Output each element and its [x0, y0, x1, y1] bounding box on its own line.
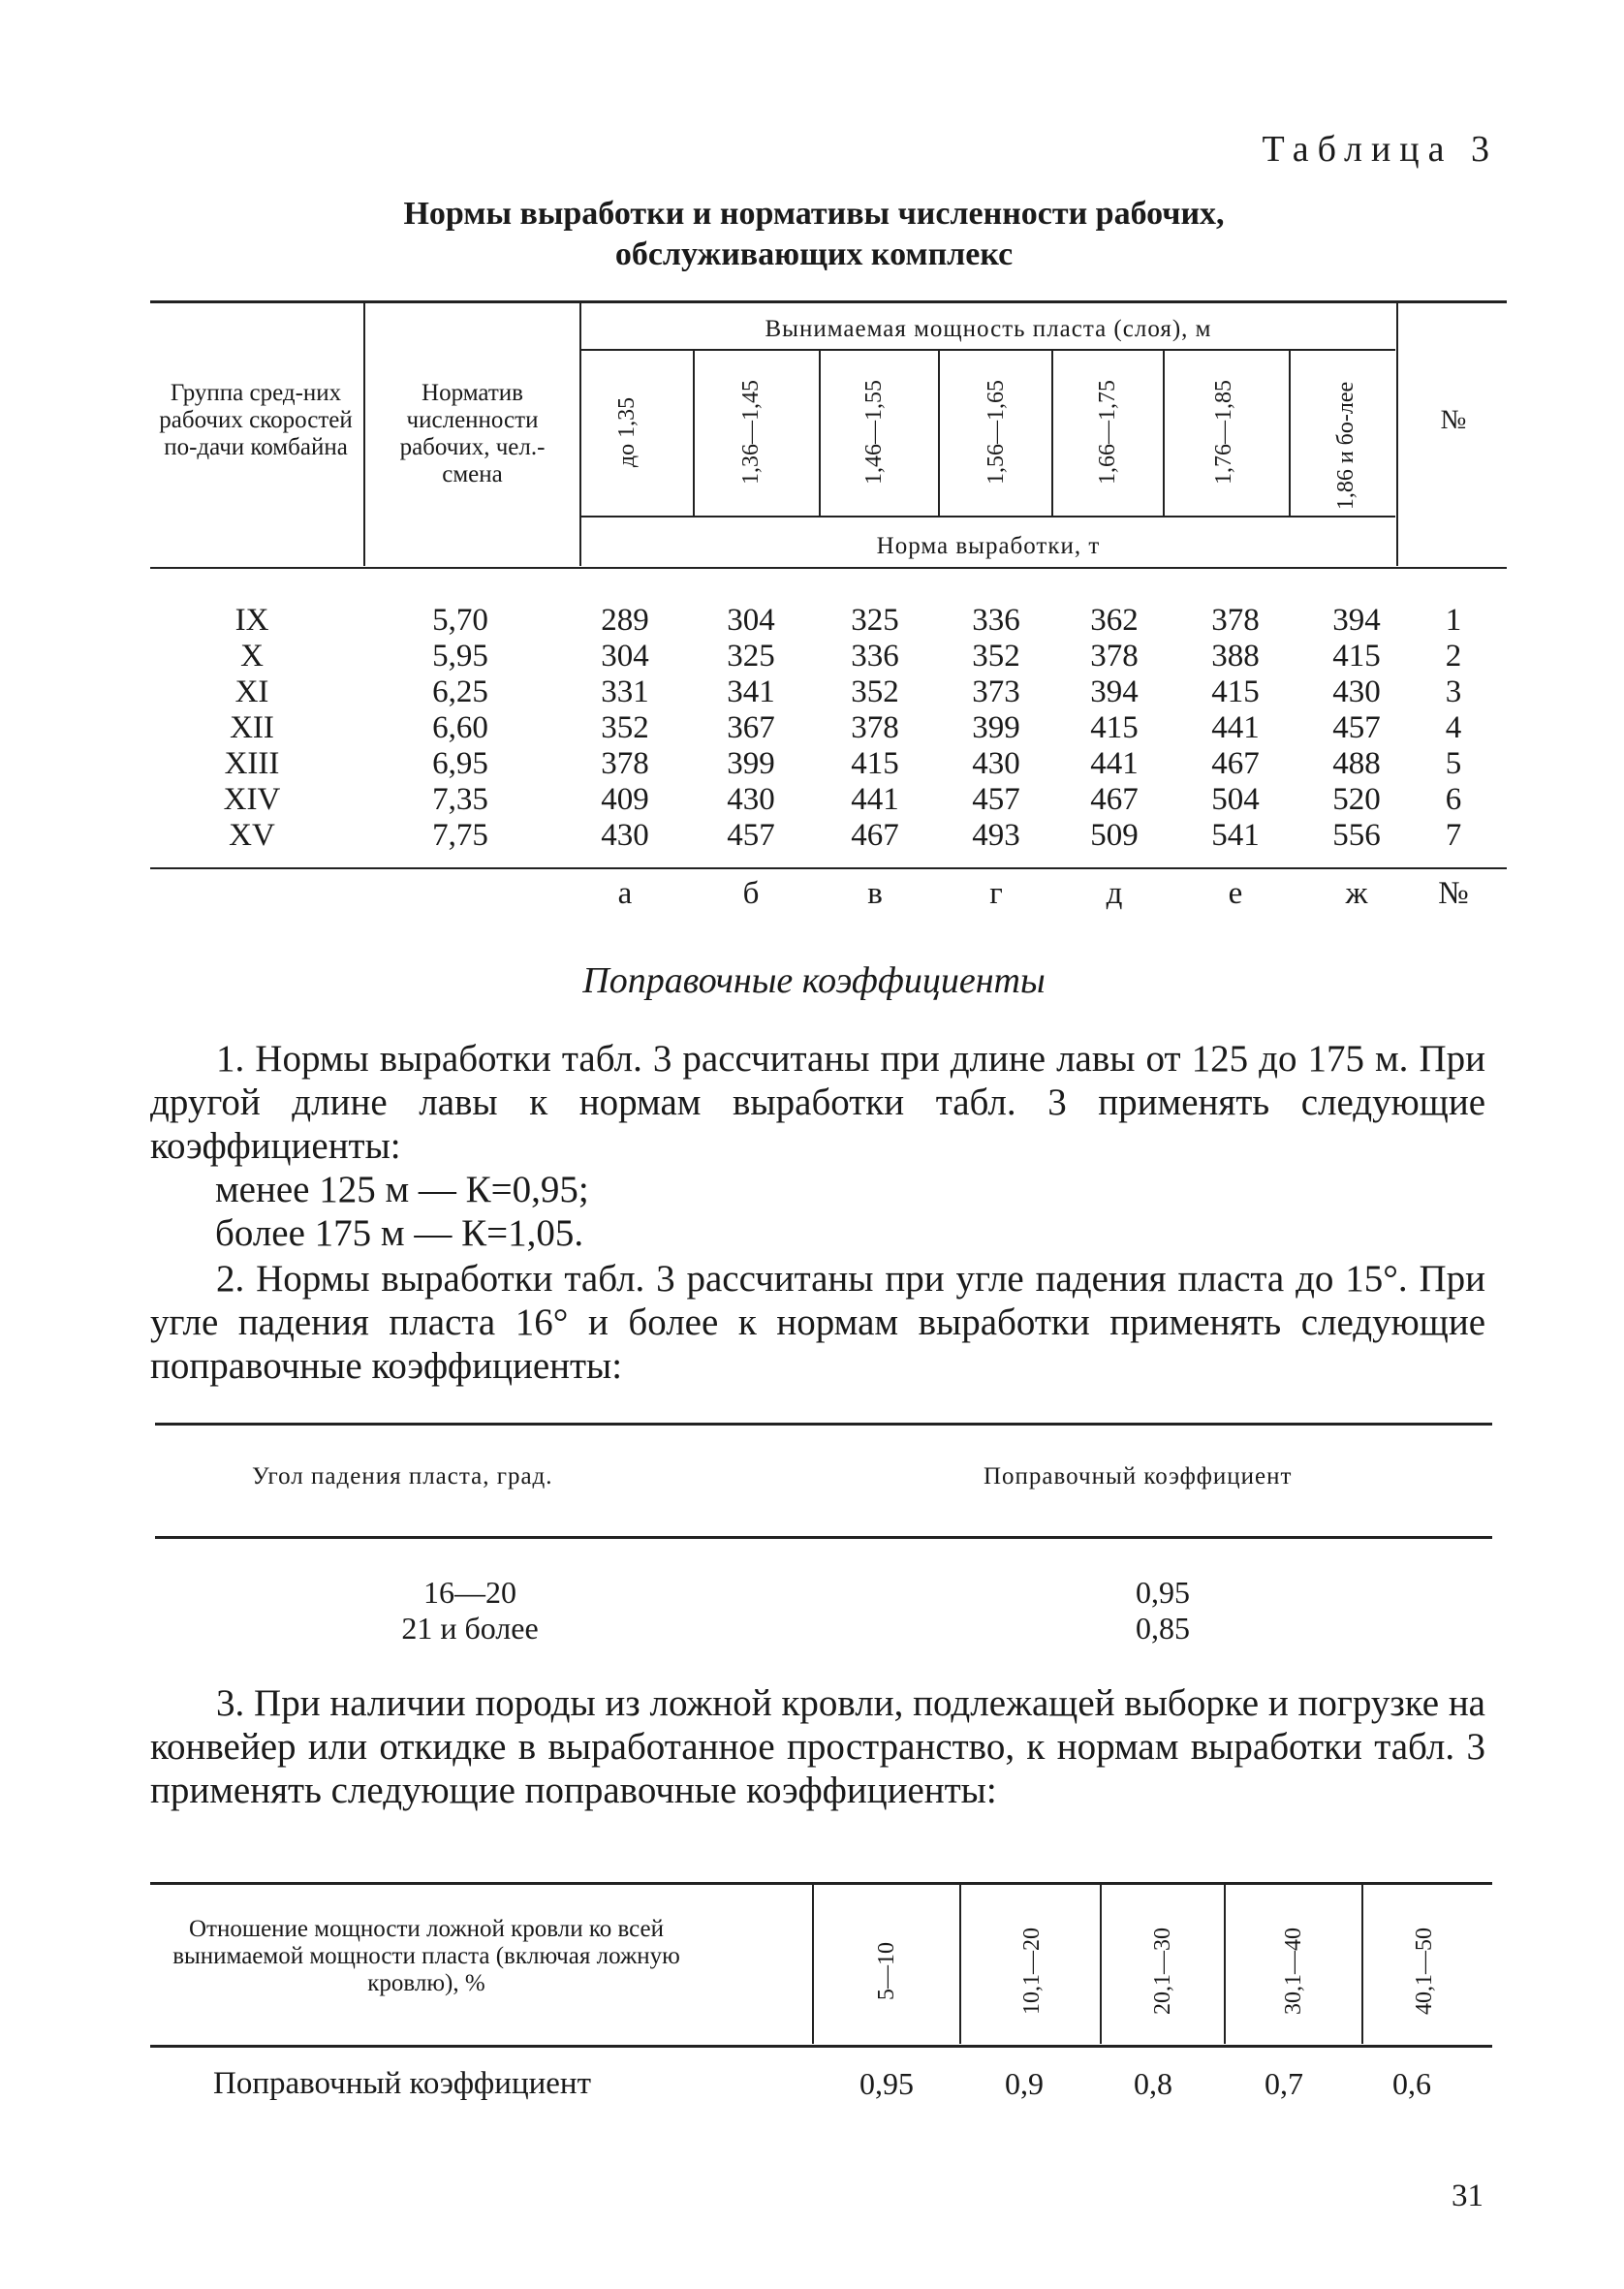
footer-letter-e: е: [1228, 876, 1243, 911]
output-column-v: [831, 603, 919, 854]
output-cell: 457: [972, 782, 1020, 817]
header-bottom-rule: [150, 2045, 1492, 2048]
output-cell: 467: [851, 818, 899, 853]
output-cell: 394: [1090, 674, 1139, 709]
header-bottom-rule: [155, 1536, 1492, 1539]
output-column-b: [707, 603, 795, 854]
range-col-2: 10,1—20: [1019, 1928, 1045, 2015]
output-cell: 399: [727, 746, 775, 781]
output-cell: 409: [601, 782, 649, 817]
output-cell: 373: [972, 674, 1020, 709]
output-cell: 467: [1211, 746, 1260, 781]
coef-value: 0,95: [859, 2066, 914, 2101]
subheader-rule: [581, 516, 1395, 517]
range-col-3: 20,1—30: [1150, 1928, 1175, 2015]
output-cell: 388: [1211, 639, 1260, 674]
row-number: 6: [1445, 782, 1462, 817]
col-divider: [1396, 302, 1398, 566]
paragraph-1: [150, 1037, 1485, 1168]
output-cell: 304: [727, 603, 775, 638]
row-number: 7: [1445, 818, 1462, 853]
output-cell: 394: [1332, 603, 1381, 638]
output-cell: 415: [1090, 710, 1139, 745]
page-number: 31: [1452, 2179, 1483, 2213]
footer-letter-b: б: [742, 876, 760, 911]
row-number: 2: [1445, 639, 1462, 674]
footer-no: №: [1438, 876, 1469, 911]
coef-cell: 0,85: [1136, 1611, 1190, 1646]
output-cell: 336: [851, 639, 899, 674]
range-col-4: 30,1—40: [1281, 1928, 1306, 2015]
col-divider: [1100, 1884, 1102, 2044]
norm-cell: 5,95: [432, 639, 488, 674]
output-cell: 430: [1332, 674, 1381, 709]
thickness-col-4: 1,56—1,65: [984, 380, 1009, 485]
output-cell: 415: [1211, 674, 1260, 709]
output-cell: 352: [851, 674, 899, 709]
output-cell: 378: [851, 710, 899, 745]
group-cell: X: [240, 639, 264, 674]
table-top-rule: [155, 1423, 1492, 1426]
output-cell: 378: [1090, 639, 1139, 674]
table-top-rule: [150, 1882, 1492, 1885]
sub-col-divider: [819, 351, 821, 516]
paragraph-3: [150, 1681, 1485, 1812]
group-cell: XIV: [223, 782, 281, 817]
group-cell: IX: [234, 603, 269, 638]
norm-cell: 7,75: [432, 818, 488, 853]
footer-letter-d: д: [1106, 876, 1123, 911]
output-cell: 378: [1211, 603, 1260, 638]
paragraph-1-text: 1. Нормы выработки табл. 3 рассчитаны при длине лавы от 125 до 175 м. При другой длине лавы к нормам выработки табл. 3 применять следующие коэффициенты:: [150, 1038, 1485, 1167]
output-cell: 352: [972, 639, 1020, 674]
range-col-1: 5—10: [874, 1942, 899, 2000]
subheader-rule: [581, 349, 1395, 351]
row-number: 3: [1445, 674, 1462, 709]
sub-col-divider: [1051, 351, 1053, 516]
output-cell: 520: [1332, 782, 1381, 817]
output-cell: 493: [972, 818, 1020, 853]
output-cell: 541: [1211, 818, 1260, 853]
output-cell: 441: [851, 782, 899, 817]
output-cell: 325: [851, 603, 899, 638]
header-thickness: Вынимаемая мощность пласта (слоя), м: [765, 316, 1212, 342]
col-divider: [1224, 1884, 1226, 2044]
output-cell: 430: [972, 746, 1020, 781]
col-divider: [1361, 1884, 1363, 2044]
group-cell: XV: [229, 818, 275, 853]
group-column: [194, 603, 310, 854]
output-column-zh: [1313, 603, 1400, 854]
output-cell: 352: [601, 710, 649, 745]
output-cell: 331: [601, 674, 649, 709]
header-no: №: [1440, 405, 1467, 435]
header-coef: Поправочный коэффициент: [984, 1463, 1293, 1489]
norm-cell: 6,60: [432, 710, 488, 745]
header-output: Норма выработки, т: [876, 533, 1101, 559]
coef-value: 0,8: [1134, 2066, 1172, 2101]
group-cell: XII: [230, 710, 274, 745]
output-column-a: [581, 603, 669, 854]
output-cell: 509: [1090, 818, 1139, 853]
output-cell: 399: [972, 710, 1020, 745]
table-label: Таблица 3: [1262, 129, 1498, 170]
output-cell: 325: [727, 639, 775, 674]
coef-line-more: более 175 м — К=1,05.: [215, 1212, 584, 1254]
thickness-col-2: 1,36—1,45: [738, 380, 764, 485]
thickness-col-6: 1,76—1,85: [1211, 380, 1236, 485]
footer-letter-a: а: [617, 876, 633, 911]
output-cell: 457: [727, 818, 775, 853]
output-cell: 467: [1090, 782, 1139, 817]
norm-column: [407, 603, 514, 854]
col-divider: [959, 1884, 961, 2044]
sub-col-divider: [1289, 351, 1291, 516]
sub-col-divider: [938, 351, 940, 516]
range-col-5: 40,1—50: [1412, 1928, 1437, 2015]
header-bottom-rule: [150, 567, 1507, 569]
table-top-rule: [150, 300, 1507, 303]
body-bottom-rule: [150, 867, 1507, 869]
angle-cell: 21 и более: [401, 1611, 539, 1646]
output-cell: 488: [1332, 746, 1381, 781]
norm-cell: 5,70: [432, 603, 488, 638]
thickness-col-7: 1,86 и бо-лее: [1333, 381, 1359, 511]
paragraph-2: [150, 1257, 1485, 1388]
row-number: 1: [1445, 603, 1462, 638]
header-group: Группа сред-них рабочих скоростей по-дачи комбайна: [159, 380, 353, 460]
table-title: [145, 194, 1483, 275]
footer-letter-v: в: [867, 876, 883, 911]
output-cell: 415: [1332, 639, 1381, 674]
output-cell: 556: [1332, 818, 1381, 853]
output-cell: 341: [727, 674, 775, 709]
output-cell: 367: [727, 710, 775, 745]
group-cell: XIII: [224, 746, 280, 781]
coef-value: 0,9: [1005, 2066, 1044, 2101]
output-cell: 430: [727, 782, 775, 817]
coef-row-label: Поправочный коэффициент: [213, 2066, 591, 2101]
norm-cell: 6,95: [432, 746, 488, 781]
output-cell: 441: [1090, 746, 1139, 781]
header-ratio: Отношение мощности ложной кровли ко всей вынимаемой мощности пласта (включая ложную кровлю), %: [172, 1916, 680, 1996]
norm-cell: 7,35: [432, 782, 488, 817]
output-cell: 362: [1090, 603, 1139, 638]
thickness-col-1: до 1,35: [614, 396, 640, 468]
col-divider: [363, 302, 365, 566]
paragraph-2-text: 2. Нормы выработки табл. 3 рассчитаны при угле падения пласта до 15°. При угле падения пласта 16° и более к нормам выработки применять следующие поправочные коэффициенты:: [150, 1258, 1485, 1387]
header-norm: Норматив численности рабочих, чел.-смена: [399, 380, 546, 487]
coef-value: 0,7: [1265, 2066, 1303, 2101]
group-cell: XI: [234, 674, 269, 709]
row-number: 5: [1445, 746, 1462, 781]
output-cell: 336: [972, 603, 1020, 638]
output-column-g: [953, 603, 1040, 854]
norm-cell: 6,25: [432, 674, 488, 709]
output-cell: 441: [1211, 710, 1260, 745]
output-column-e: [1192, 603, 1279, 854]
title-line-1: Нормы выработки и нормативы численности рабочих,: [403, 196, 1225, 232]
thickness-col-3: 1,46—1,55: [861, 380, 887, 485]
sub-col-divider: [1163, 351, 1165, 516]
coef-value: 0,6: [1392, 2066, 1431, 2101]
output-column-d: [1071, 603, 1158, 854]
output-cell: 304: [601, 639, 649, 674]
coef-line-less: менее 125 м — К=0,95;: [215, 1169, 589, 1210]
col-divider: [812, 1884, 814, 2044]
coef-cell: 0,95: [1136, 1575, 1190, 1610]
header-angle: Угол падения пласта, град.: [252, 1463, 553, 1489]
output-cell: 378: [601, 746, 649, 781]
row-number-column: [1424, 603, 1483, 854]
footer-letter-g: г: [989, 876, 1003, 911]
row-number: 4: [1445, 710, 1462, 745]
output-cell: 415: [851, 746, 899, 781]
paragraph-3-text: 3. При наличии породы из ложной кровли, подлежащей выборке и погрузке на конвейер или откидке в выработанное пространство, к нормам выработки табл. 3 применять следующие поправочные коэффициенты:: [150, 1682, 1485, 1811]
section-title: Поправочные коэффициенты: [582, 960, 1046, 1001]
output-cell: 430: [601, 818, 649, 853]
output-cell: 289: [601, 603, 649, 638]
output-cell: 504: [1211, 782, 1260, 817]
angle-cell: 16—20: [423, 1575, 516, 1610]
sub-col-divider: [693, 351, 695, 516]
thickness-col-5: 1,66—1,75: [1095, 380, 1120, 485]
output-cell: 457: [1332, 710, 1381, 745]
title-line-2: обслуживающих комплекс: [614, 236, 1014, 272]
footer-letter-zh: ж: [1345, 876, 1368, 911]
